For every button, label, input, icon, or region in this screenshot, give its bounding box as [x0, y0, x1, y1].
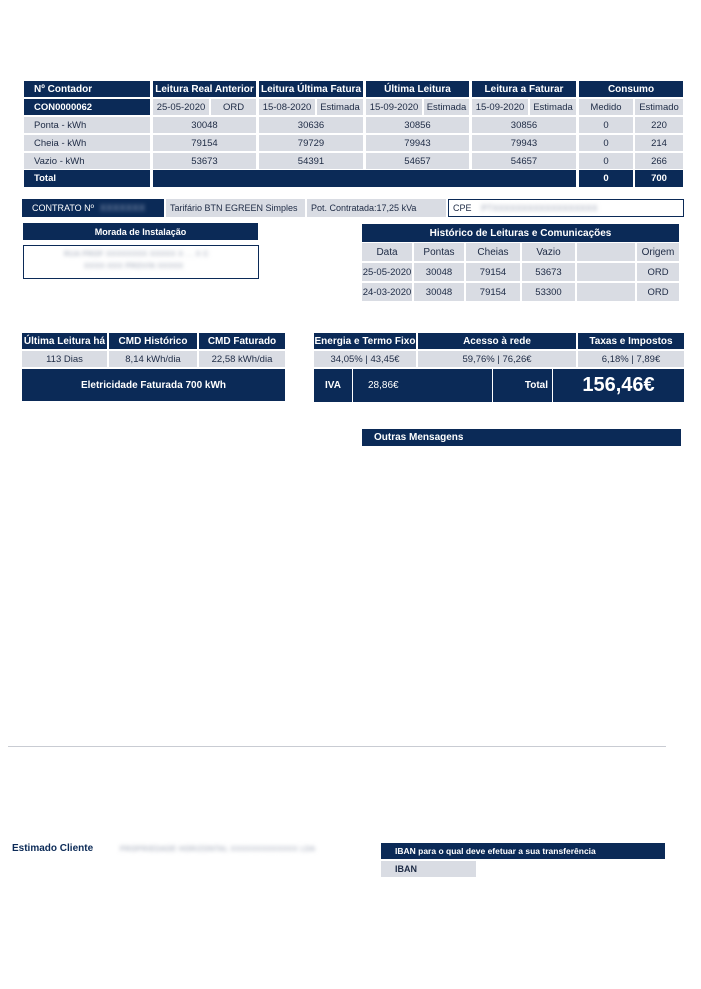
history-vazio: 53300: [522, 283, 575, 301]
network-label: Acesso à rede: [418, 333, 576, 349]
contract-label-cell: [22, 199, 164, 217]
contracted-power: Pot. Contratada:17,25 kVa: [307, 199, 446, 217]
header-consumption: Consumo: [579, 81, 683, 97]
header-prev-real: Leitura Real Anterior: [153, 81, 256, 97]
last-invoice-date: 15-08-2020: [259, 99, 315, 115]
row-last: 54657: [366, 153, 469, 169]
iva-value: 28,86€: [353, 369, 492, 402]
history-header-blank: [577, 243, 635, 261]
header-last-invoice: Leitura Última Fatura: [259, 81, 363, 97]
history-ponta: 30048: [414, 283, 464, 301]
row-to-invoice: 79943: [472, 135, 576, 151]
client-name: PROPRIEDADE HORIZONTAL XXXXXXXXXXXXX LDA: [120, 846, 316, 853]
history-header-origin: Origem: [637, 243, 679, 261]
history-cheia: 79154: [466, 283, 520, 301]
cmd-history-label: CMD Histórico: [109, 333, 197, 349]
row-to-invoice: 30856: [472, 117, 576, 133]
last-reading-label: Última Leitura há: [22, 333, 107, 349]
taxes-value: 6,18% | 7,89€: [578, 351, 684, 367]
total-amount-label: Total: [493, 369, 552, 402]
energy-label: Energia e Termo Fixo: [314, 333, 416, 349]
row-label: Vazio - kWh: [24, 153, 150, 169]
history-title: Histórico de Leituras e Comunicações: [362, 224, 679, 242]
row-last-invoice: 30636: [259, 117, 363, 133]
address-line-1: RUA PROF XXXXXXXX XXXXX X ... X C: [64, 251, 209, 258]
iban-label: IBAN: [381, 861, 476, 877]
header-last: Última Leitura: [366, 81, 469, 97]
total-measured: 0: [579, 170, 633, 187]
iban-title: IBAN para o qual deve efetuar a sua transferência: [381, 843, 665, 859]
row-label: Cheia - kWh: [24, 135, 150, 151]
total-amount: 156,46€: [553, 369, 684, 402]
history-header-vazio: Vazio: [522, 243, 575, 261]
last-date: 15-09-2020: [366, 99, 422, 115]
last-type: Estimada: [424, 99, 469, 115]
last-reading-value: 113 Dias: [22, 351, 107, 367]
contract-label: CONTRATO Nº: [32, 203, 94, 213]
history-header-cheia: Cheias: [466, 243, 520, 261]
row-last-invoice: 54391: [259, 153, 363, 169]
cpe-value: PTXXXXXXXXXXXXXXXXXX: [481, 203, 598, 213]
cmd-history-value: 8,14 kWh/dia: [109, 351, 197, 367]
cpe-label: CPE: [453, 203, 472, 213]
tariff: Tarifário BTN EGREEN Simples: [166, 199, 305, 217]
history-header-date: Data: [362, 243, 412, 261]
billed-electricity: Eletricidade Faturada 700 kWh: [22, 369, 285, 401]
divider: [8, 746, 666, 747]
taxes-label: Taxas e Impostos: [578, 333, 684, 349]
history-origin: ORD: [637, 263, 679, 281]
row-measured: 0: [579, 117, 633, 133]
row-to-invoice: 54657: [472, 153, 576, 169]
total-label: Total: [24, 170, 150, 187]
prev-real-date: 25-05-2020: [153, 99, 209, 115]
row-last: 30856: [366, 117, 469, 133]
consumption-estimated-header: Estimado: [635, 99, 683, 115]
history-header-ponta: Pontas: [414, 243, 464, 261]
history-ponta: 30048: [414, 263, 464, 281]
row-prev: 79154: [153, 135, 256, 151]
address-box: [23, 245, 259, 279]
header-to-invoice: Leitura a Faturar: [472, 81, 576, 97]
address-line-2: XXXX-XXX PROVIN XXXXX: [84, 263, 184, 270]
to-invoice-type: Estimada: [530, 99, 576, 115]
row-label: Ponta - kWh: [24, 117, 150, 133]
history-vazio: 53673: [522, 263, 575, 281]
last-invoice-type: Estimada: [317, 99, 363, 115]
row-last-invoice: 79729: [259, 135, 363, 151]
consumption-measured-header: Medido: [579, 99, 633, 115]
meter-id: CON0000062: [24, 99, 150, 115]
total-spacer: [153, 170, 576, 187]
total-estimated: 700: [635, 170, 683, 187]
to-invoice-date: 15-09-2020: [472, 99, 528, 115]
prev-real-type: ORD: [211, 99, 256, 115]
row-prev: 53673: [153, 153, 256, 169]
history-date: 24-03-2020: [362, 283, 412, 301]
header-meter: Nº Contador: [24, 81, 150, 97]
cmd-invoiced-label: CMD Faturado: [199, 333, 285, 349]
row-measured: 0: [579, 135, 633, 151]
row-estimated: 214: [635, 135, 683, 151]
history-origin: ORD: [637, 283, 679, 301]
greeting: Estimado Cliente: [12, 843, 94, 854]
history-cheia: 79154: [466, 263, 520, 281]
history-blank: [577, 263, 635, 281]
iva-label: IVA: [314, 369, 352, 402]
row-estimated: 220: [635, 117, 683, 133]
network-value: 59,76% | 76,26€: [418, 351, 576, 367]
cmd-invoiced-value: 22,58 kWh/dia: [199, 351, 285, 367]
history-blank: [577, 283, 635, 301]
row-last: 79943: [366, 135, 469, 151]
contract-number: XXXXXXX: [99, 203, 146, 213]
energy-value: 34,05% | 43,45€: [314, 351, 416, 367]
row-measured: 0: [579, 153, 633, 169]
row-estimated: 266: [635, 153, 683, 169]
row-prev: 30048: [153, 117, 256, 133]
cpe-cell: [448, 199, 684, 217]
other-messages-title: Outras Mensagens: [362, 429, 681, 446]
address-title: Morada de Instalação: [23, 223, 258, 240]
history-date: 25-05-2020: [362, 263, 412, 281]
